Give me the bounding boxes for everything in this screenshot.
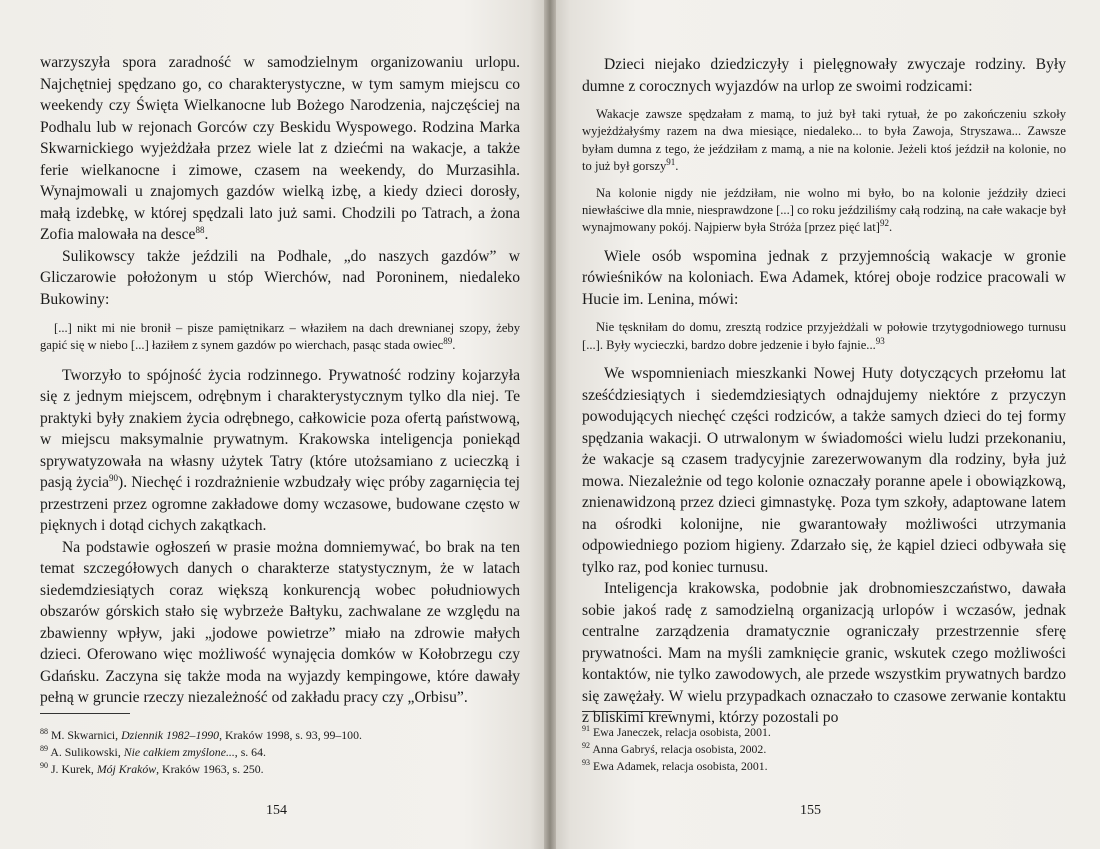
footnote: $^{92}$ Anna Gabryś, relacja osobista, 2002. <box>582 741 767 756</box>
footnote: $^{91}$ Ewa Janeczek, relacja osobista, 2001. <box>582 724 771 739</box>
left-page-text <box>40 52 520 709</box>
footnote-number: 90 <box>40 761 48 771</box>
footnote-ref: 89 <box>443 336 453 347</box>
paragraph: Wiele osób wspomina jednak z przyjemnością wakacje w gronie rówieśników na koloniach. Ewa Adamek, której oboje rodzice pracowali w Hucie im. Lenina, mówi: <box>582 247 1066 308</box>
footnote: $^{89}$ A. Sulikowski, Nie całkiem zmyślone..., s. 64. <box>40 744 266 759</box>
paragraph: Sulikowscy także jeździli na Podhale, „do naszych gazdów” w Gliczarowie położonym u stóp Wierchów, nad Poroninem, niedaleko Bukowiny: <box>40 247 520 308</box>
footnote-rule <box>40 713 130 714</box>
quote-text: [...] nikt mi nie bronił – pisze pamiętnikarz – właziłem na dach drewnianej szopy, żeby gapić się w niebo [...] łaziłem z synem gazdów po wierchach, pasąc stada owiec <box>40 321 520 353</box>
quote-text: Nie tęskniłam do domu, zresztą rodzice przyjeżdżali w połowie trzytygodniowego turnusu [...]. Były wycieczki, bardzo dobre jedzenie i było fajnie... <box>582 320 1066 352</box>
footnote-ref: 93 <box>875 335 885 346</box>
book-gutter <box>544 0 556 849</box>
footnote-number: 93 <box>582 758 590 768</box>
block-quote: [...] nikt mi nie bronił – pisze pamiętnikarz – właziłem na dach drewnianej szopy, żeby gapić się w niebo [...] łaziłem z synem gazdów po wierchach, pasąc stada owiec$^{89}$. <box>40 321 520 353</box>
paragraph: Dzieci niejako dziedziczyły i pielęgnowały zwyczaje rodziny. Były dumne z corocznych wyjazdów na urlop ze swoimi rodzicami: <box>582 56 1066 95</box>
footnote: $^{88}$ M. Skwarnici, Dziennik 1982–1990, Kraków 1998, s. 93, 99–100. <box>40 727 362 742</box>
paragraph: warzyszyła spora zaradność w samodzielnym organizowaniu urlopu. Najchętniej spędzano go, co charakterystyczne, w tym samym miejscu co weekendy czy Święta Wielkanocne lub Bożego Narodzenia, najczęściej na Podhalu lub w rejonach Gorców czy Beskidu Wyspowego. Rodzina Marka Skwarnickiego wyjeżdżała przez wiele lat z dziećmi na wakacje, a także ferie wielkanocne i zimowe, czasem na weekendy, do Murzasihla. Wynajmowali u znajomych gazdów wielką izbę, a kiedy dzieci dorosły, małą izdebkę, w której spędzali lato już sami. Chodzili po Tatrach, a żona Zofia malowała na desce$^{88}$. <box>40 54 520 243</box>
footnote: $^{90}$ J. Kurek, Mój Kraków, Kraków 1963, s. 250. <box>40 761 264 776</box>
page-number: 154 <box>266 803 287 818</box>
footnote-ref: 90 <box>109 473 119 484</box>
footnote-number: 88 <box>40 727 48 737</box>
footnote-rule <box>582 711 672 712</box>
footnote: $^{93}$ Ewa Adamek, relacja osobista, 2001. <box>582 758 768 773</box>
paragraph-text: ). Niechęć i rozdrażnienie wzbudzały więc próby zagarnięcia tej przestrzeni przez ogromne zakładowe domy wczasowe, budowane często w pięknych i dotąd cichych zakątkach. <box>40 474 520 535</box>
block-quote: Wakacje zawsze spędzałam z mamą, to już był taki rytuał, że po zakończeniu szkoły wyjeżdżałyśmy razem na dwa miesiące, niedaleko... to była Zawoja, Stryszawa... Zawsze byłam dumna z tego, że jeździłam z mamą, a nie na kolonie. Jeżeli ktoś jeździł na kolonie, no to już był gorszy$^{91}$. <box>582 107 1066 174</box>
paragraph <box>40 365 520 537</box>
right-footnotes <box>582 724 771 775</box>
quote-text: Wakacje zawsze spędzałam z mamą, to już był taki rytuał, że po zakończeniu szkoły wyjeżdżałyśmy razem na dwa miesiące, niedaleko... to była Zawoja, Stryszawa... Zawsze byłam dumna z tego, że jeździłam z mamą, a nie na kolonie. Jeżeli ktoś jeździł na kolonie, no to już był gorszy <box>582 107 1066 174</box>
paragraph-text: warzyszyła spora zaradność w samodzielnym organizowaniu urlopu. Najchętniej spędzano go, co charakterystyczne, w tym samym miejscu co weekendy czy Święta Wielkanocne lub Bożego Narodzenia, najczęściej na Podhalu lub w rejonach Gorców czy Beskidu Wyspowego. Rodzina Marka Skwarnickiego wyjeżdżała przez wiele lat z dziećmi na wakacje, a także ferie wielkanocne i zimowe, czasem na weekendy, do Murzasihla. Wynajmowali u znajomych gazdów wielką izbę, a kiedy dzieci dorosły, małą izdebkę, w której spędzali lato już sami. Chodzili po Tatrach, a żona Zofia malowała na desce <box>40 54 520 243</box>
paragraph: Inteligencja krakowska, podobnie jak drobnomieszczaństwo, dawała sobie jakoś radę z samodzielną organizacją urlopów i wczasów, jednak centralne zarządzenia dramatycznie ograniczały przestrzennie sferę prywatności. Mam na myśli zamknięcie granic, wskutek czego możliwości kontaktów, nie tylko zawodowych, ale przede wszystkim prywatnych bardzo się zawężały. W wielu przypadkach oznaczało to czasowe zerwanie kontaktu z bliskimi krewnymi, którzy pozostali po <box>582 580 1066 727</box>
page-number: 155 <box>800 803 821 818</box>
quote-text: Na kolonie nigdy nie jeździłam, nie wolno mi było, bo na kolonie jeździły dzieci niewłaściwe dla mnie, niesprawdzone [...] co roku jeździliśmy całą rodziną, na całe wakacje był wynajmowany pokój. Najpierw była Stróża [przez pięć lat] <box>582 185 1066 235</box>
paragraph: We wspomnieniach mieszkanki Nowej Huty dotyczących przełomu lat sześćdziesiątych i siedemdziesiątych odnajdujemy niektóre z przyczyn powodujących niechęć części rodziców, a także samych dzieci do tej formy spędzania wakacji. O utrwalonym w świadomości wielu ludzi przekonaniu, że wakacje są czasem tradycyjnie zarezerwowanym dla rodziny, była już mowa. Niezależnie od tego kolonie oznaczały poranne apele i obowiązkową, znienawidzoną przez dzieci gimnastykę. Poza tym szkoły, adaptowane latem na ośrodki kolonijne, nie gwarantowały możliwości utrzymania odpowiedniego poziom higieny. Zdarzało się, że kąpiel dzieci odbywała się tylko raz, pod koniec turnusu. <box>582 365 1066 576</box>
footnote-number: 89 <box>40 744 48 754</box>
paragraph-text: Tworzyło to spójność życia rodzinnego. Prywatność rodziny kojarzyła się z jednym miejscem, odrębnym i charakterystycznym tylko dla niej. Te praktyki były znakiem życia odrębnego, całkowicie poza ofertą państwową, w miejscu maksymalnie prywatnym. Krakowska inteligencja poniekąd sprywatyzowała na własny użytek Tatry (które utożsamiano z ucieczką i pasją życia <box>40 366 520 492</box>
footnote-ref: 91 <box>666 157 676 168</box>
block-quote <box>582 319 1066 354</box>
footnote-ref: 92 <box>879 218 889 229</box>
paragraph: Na podstawie ogłoszeń w prasie można domniemywać, bo brak na ten temat szczegółowych danych o charakterze statystycznym, że w latach siedemdziesiątych coraz większą konkurencją wobec południowych obszarów górskich stało się wybrzeże Bałtyku, zachwalane ze względu na zbawienny wpływ, jaki „jodowe powietrze” miało na zdrowie małych dzieci. Oferowano więc możliwość wynajęcia domków w Kołobrzegu czy Gdańsku. Zaczyna się także moda na wyjazdy kempingowe, które dawały pełną w gruncie rzeczy niezależność od zakładu pracy czy „Orbisu”. <box>40 538 520 707</box>
right-page-text <box>582 54 1066 729</box>
footnote-number: 91 <box>582 724 590 734</box>
left-footnotes <box>40 727 362 778</box>
block-quote: Na kolonie nigdy nie jeździłam, nie wolno mi było, bo na kolonie jeździły dzieci niewłaściwe dla mnie, niesprawdzone [...] co roku jeździliśmy całą rodziną, na całe wakacje był wynajmowany pokój. Najpierw była Stróża [przez pięć lat]$^{92}$. <box>582 185 1066 235</box>
footnote-number: 92 <box>582 741 590 751</box>
footnote-ref: 88 <box>195 224 205 235</box>
